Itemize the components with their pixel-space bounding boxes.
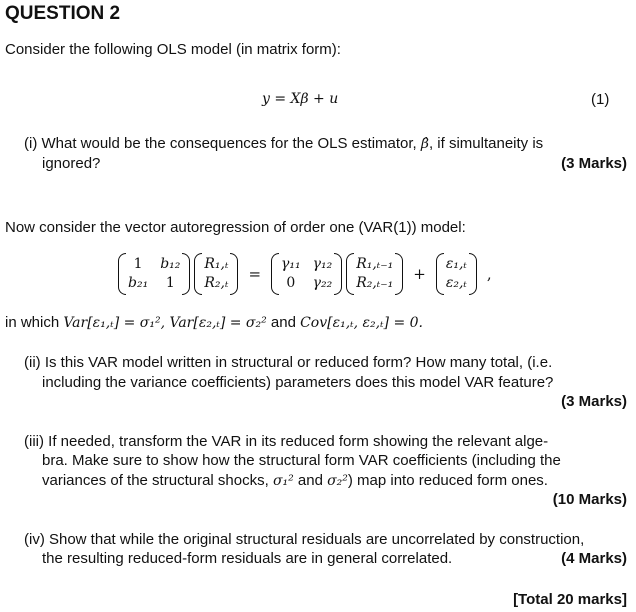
beta-hat: β̂ — [420, 136, 429, 152]
matrix-cell: γ₂₂ — [312, 275, 333, 291]
ols-equation: y = Xβ + u — [262, 91, 339, 107]
vector-cell: R₂,ₜ₋₁ — [356, 275, 394, 291]
matrix-cell: b₂₁ — [128, 275, 149, 291]
matrix-cell: b₁₂ — [160, 256, 181, 272]
conditions-and: and — [266, 314, 301, 331]
epsilon-vector — [436, 253, 477, 295]
covariance-formula: Cov[ε₁,ₜ, ε₂,ₜ] = 0. — [300, 315, 424, 331]
matrix-cell: γ₁₁ — [281, 256, 301, 272]
question-i-line1 — [24, 135, 543, 152]
comma: , — [486, 265, 492, 283]
vector-cell: R₁,ₜ — [204, 256, 229, 272]
question-iii-line3 — [42, 472, 548, 489]
q1-text-b: , if simultaneity is — [428, 135, 544, 152]
r-lag-vector — [346, 253, 403, 295]
vector-cell: ε₁,ₜ — [445, 256, 467, 272]
matrix-cell: 0 — [286, 275, 296, 291]
matrix-cell: 1 — [133, 256, 143, 272]
intro-text: Consider the following OLS model (in matrix form): — [5, 41, 341, 58]
sigma1-squared: σ₁² — [272, 473, 294, 489]
conditions-prefix: in which — [5, 314, 64, 331]
vector-cell: R₂,ₜ — [204, 275, 229, 291]
total-marks: [Total 20 marks] — [513, 591, 627, 608]
vector-cell: ε₂,ₜ — [445, 275, 467, 291]
question-iv-marks: (4 Marks) — [561, 550, 627, 567]
question-ii-marks: (3 Marks) — [561, 393, 627, 410]
question-i-line2: ignored? — [42, 155, 101, 172]
question-title: QUESTION 2 — [5, 3, 121, 24]
variance-conditions — [5, 314, 423, 331]
matrix-cell: 1 — [165, 275, 175, 291]
question-iii-line2: bra. Make sure to show how the structural form VAR coefficients (including the — [42, 452, 561, 469]
question-ii-line1: (ii) Is this VAR model written in structural or reduced form? How many total, (i.e. — [24, 354, 553, 371]
q3-and: and — [293, 472, 328, 489]
gamma-matrix — [271, 253, 342, 295]
question-iv-line2: the resulting reduced-form residuals are in general correlated. — [42, 550, 453, 567]
q3-text-b: ) map into reduced form ones. — [347, 472, 548, 489]
sigma2-squared: σ₂² — [327, 473, 348, 489]
r-vector — [194, 253, 238, 295]
b-matrix — [118, 253, 190, 295]
plus-sign: + — [413, 265, 426, 283]
question-iii-marks: (10 Marks) — [552, 491, 627, 508]
question-i-marks: (3 Marks) — [561, 155, 627, 172]
var-equation — [118, 253, 498, 295]
equals-sign: = — [248, 265, 262, 283]
q1-text-a: (i) What would be the consequences for the OLS estimator, — [24, 135, 421, 152]
question-iii-line1: (iii) If needed, transform the VAR in its reduced form showing the relevant alge- — [24, 433, 549, 450]
equation-number: (1) — [591, 91, 610, 108]
q3-text-a: variances of the structural shocks, — [42, 472, 273, 489]
variance-formula: Var[ε₁,ₜ] = σ₁², Var[ε₂,ₜ] = σ₂² — [63, 315, 267, 331]
var-intro: Now consider the vector autoregression of order one (VAR(1)) model: — [5, 219, 466, 236]
question-iv-line1: (iv) Show that while the original structural residuals are uncorrelated by construction, — [24, 531, 585, 548]
matrix-cell: γ₁₂ — [312, 256, 333, 272]
question-ii-line2: including the variance coefficients) parameters does this model VAR feature? — [42, 374, 554, 391]
vector-cell: R₁,ₜ₋₁ — [356, 256, 394, 272]
